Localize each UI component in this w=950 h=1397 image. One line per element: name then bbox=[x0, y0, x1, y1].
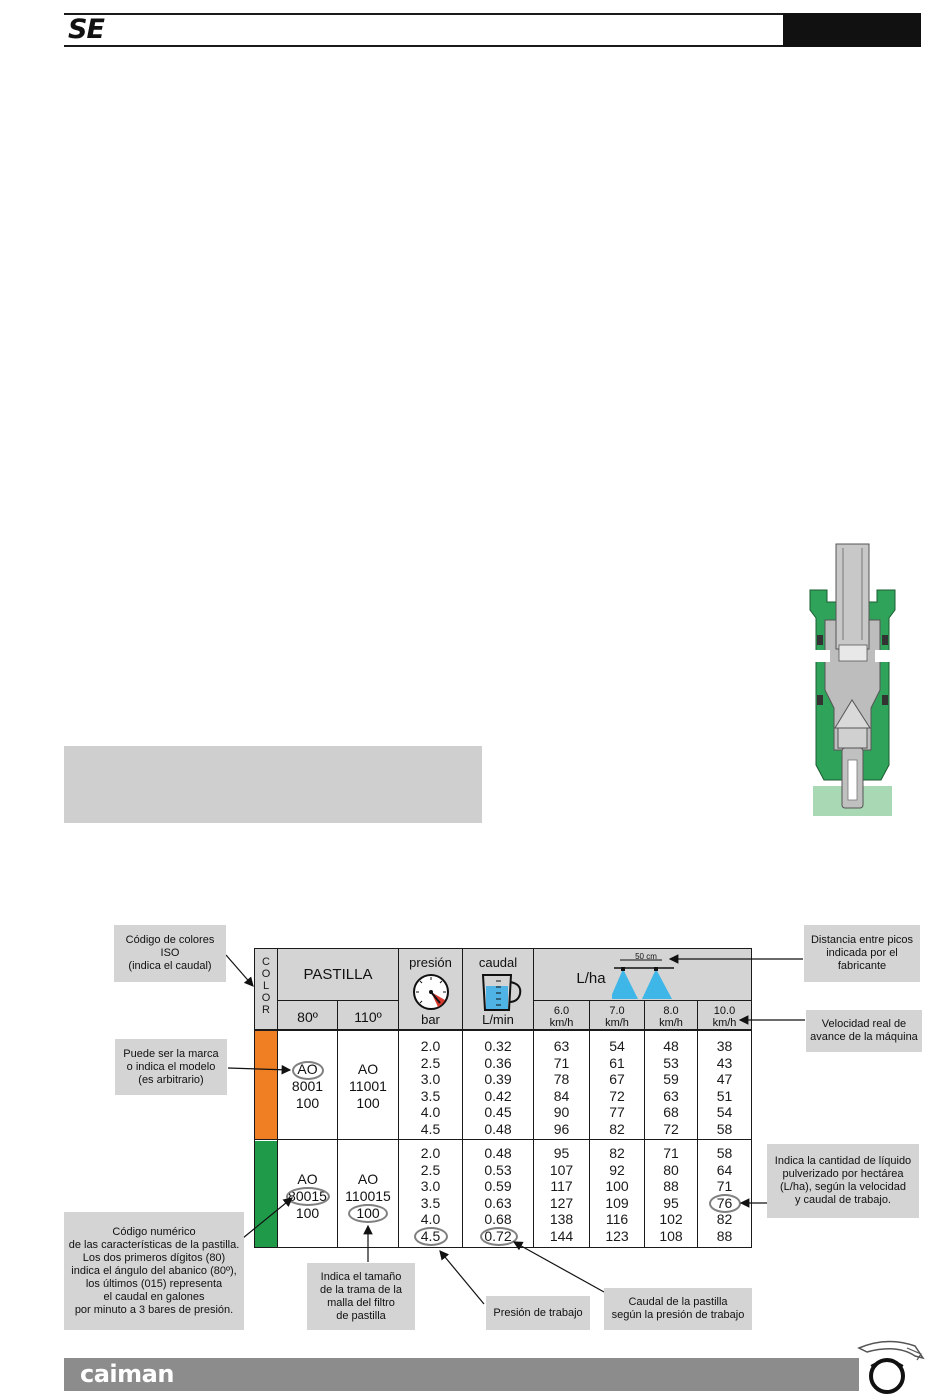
callout-line: Código de colores bbox=[125, 934, 215, 946]
value: 48 bbox=[663, 1038, 679, 1054]
speed-unit: km/h bbox=[712, 1017, 737, 1029]
value: 82 bbox=[716, 1211, 733, 1228]
callout-line: por minuto a 3 bares de presión. bbox=[74, 1303, 234, 1316]
speed-7-value: 7.0 bbox=[609, 1005, 625, 1017]
brand-110: AO bbox=[357, 1171, 379, 1187]
caiman-brand: caiman bbox=[80, 1360, 174, 1388]
callout-line: de la trama de la bbox=[320, 1283, 402, 1296]
value: 0.48 bbox=[484, 1145, 512, 1161]
value: 88 bbox=[716, 1227, 733, 1244]
brand-80: AO bbox=[297, 1061, 318, 1077]
callout-line: Caudal de la pastilla bbox=[628, 1296, 728, 1308]
value: 4.0 bbox=[420, 1211, 441, 1228]
callout-color-code bbox=[114, 925, 226, 982]
value: 43 bbox=[716, 1054, 733, 1071]
callout-line: indica el ángulo del abanico (80º), bbox=[71, 1264, 237, 1277]
callout-line: (L/ha), según la velocidad bbox=[780, 1181, 906, 1193]
callout-line: Puede ser la marca bbox=[123, 1047, 219, 1060]
code-110: 11001 bbox=[349, 1078, 387, 1094]
value: 3.5 bbox=[420, 1087, 441, 1104]
value: 51 bbox=[716, 1087, 733, 1104]
callout-line: de las características de la pastilla. bbox=[68, 1238, 240, 1251]
callout-flow bbox=[604, 1288, 752, 1330]
callout-line: indicada por el bbox=[826, 947, 898, 959]
callout-line: (indica el caudal) bbox=[128, 960, 212, 972]
callout-line: el caudal en galones bbox=[103, 1290, 205, 1303]
speed-unit: km/h bbox=[549, 1017, 574, 1029]
value: 138 bbox=[549, 1211, 574, 1228]
callout-line: malla del filtro bbox=[327, 1296, 395, 1309]
value: 2.5 bbox=[420, 1161, 441, 1178]
value: 82 bbox=[609, 1120, 625, 1137]
callout-line: según la presión de trabajo bbox=[611, 1309, 745, 1321]
brand-110: AO bbox=[357, 1061, 379, 1077]
value: 2.0 bbox=[420, 1145, 441, 1161]
value: 116 bbox=[605, 1211, 629, 1228]
callout-brand bbox=[115, 1039, 227, 1095]
value: 47 bbox=[716, 1071, 733, 1088]
callout-line: pulverizado por hectárea bbox=[782, 1168, 904, 1180]
mesh-80: 100 bbox=[295, 1205, 320, 1221]
callout-speed bbox=[806, 1010, 922, 1052]
value: 64 bbox=[716, 1161, 733, 1178]
value: 117 bbox=[550, 1178, 573, 1195]
speed-8-value: 8.0 bbox=[663, 1005, 679, 1017]
callout-line: Presión de trabajo bbox=[493, 1306, 583, 1319]
value: 107 bbox=[549, 1161, 574, 1178]
caiman-emblem-icon bbox=[857, 1336, 927, 1394]
speed-unit: km/h bbox=[659, 1017, 683, 1029]
callout-mesh bbox=[307, 1263, 415, 1330]
value: 63 bbox=[663, 1087, 679, 1104]
value: 61 bbox=[609, 1054, 625, 1071]
value: 38 bbox=[716, 1038, 733, 1054]
value: 108 bbox=[659, 1227, 683, 1244]
callout-line: Código numérico bbox=[112, 1225, 196, 1238]
value: 4.5 bbox=[420, 1120, 441, 1137]
callout-line: avance de la máquina bbox=[810, 1031, 918, 1043]
value: 67 bbox=[609, 1071, 625, 1088]
speed-6-value: 6.0 bbox=[553, 1005, 570, 1017]
value: 78 bbox=[553, 1071, 570, 1088]
value: 95 bbox=[553, 1145, 570, 1161]
value: 90 bbox=[553, 1104, 570, 1121]
value: 77 bbox=[609, 1104, 625, 1121]
color-letter: L bbox=[262, 980, 270, 992]
footer-bar bbox=[64, 1358, 859, 1391]
callout-line: Los dos primeros dígitos (80) bbox=[82, 1251, 226, 1264]
value: 54 bbox=[609, 1038, 625, 1054]
callout-quantity bbox=[767, 1144, 919, 1218]
value: 0.59 bbox=[484, 1178, 512, 1195]
value: 3.0 bbox=[420, 1071, 441, 1088]
mesh-110: 100 bbox=[356, 1205, 380, 1221]
value: 3.5 bbox=[420, 1194, 441, 1211]
brand-80: AO bbox=[297, 1171, 318, 1187]
angle-80-header: 80º bbox=[297, 1009, 318, 1025]
code-110: 110015 bbox=[345, 1188, 391, 1204]
callout-line: fabricante bbox=[837, 960, 887, 972]
value: 71 bbox=[553, 1054, 570, 1071]
value: 58 bbox=[716, 1145, 733, 1161]
value: 102 bbox=[659, 1211, 683, 1228]
value: 4.5 bbox=[420, 1227, 441, 1244]
presion-header: presión bbox=[409, 955, 452, 970]
value: 72 bbox=[663, 1120, 679, 1137]
value: 100 bbox=[605, 1178, 629, 1195]
color-letter: R bbox=[262, 1004, 270, 1016]
value: 109 bbox=[605, 1194, 629, 1211]
value: 0.63 bbox=[484, 1194, 512, 1211]
value: 58 bbox=[716, 1120, 733, 1137]
pastilla-header: PASTILLA bbox=[303, 966, 373, 983]
callout-line: de pastilla bbox=[336, 1309, 386, 1322]
callout-distance bbox=[804, 925, 920, 982]
color-letter: O bbox=[261, 992, 271, 1004]
angle-110-header: 110º bbox=[354, 1009, 382, 1025]
callout-line: ISO bbox=[160, 947, 180, 959]
value: 95 bbox=[663, 1194, 679, 1211]
value: 144 bbox=[549, 1227, 574, 1244]
value: 53 bbox=[663, 1054, 679, 1071]
code-80: 80015 bbox=[288, 1188, 327, 1204]
unit-bar: bar bbox=[421, 1012, 440, 1027]
callout-line: los últimos (015) representa bbox=[85, 1277, 223, 1290]
speed-10-value: 10.0 bbox=[713, 1005, 736, 1017]
callout-line: Indica el tamaño bbox=[320, 1270, 402, 1283]
value: 68 bbox=[663, 1104, 679, 1121]
value: 80 bbox=[663, 1161, 679, 1178]
callout-line: (es arbitrario) bbox=[138, 1073, 204, 1086]
callout-pressure bbox=[486, 1296, 590, 1330]
color-letter: C bbox=[262, 956, 270, 968]
value: 127 bbox=[549, 1194, 574, 1211]
value: 92 bbox=[609, 1161, 625, 1178]
callout-line: Indica la cantidad de líquido bbox=[774, 1155, 912, 1167]
callout-line: Velocidad real de bbox=[821, 1018, 907, 1030]
unit-lmin: L/min bbox=[482, 1012, 514, 1027]
value: 0.42 bbox=[484, 1087, 512, 1104]
value: 59 bbox=[663, 1071, 679, 1088]
mesh-110: 100 bbox=[356, 1095, 380, 1111]
value: 63 bbox=[553, 1038, 570, 1054]
spacing-label: 50 cm bbox=[635, 952, 657, 961]
value: 71 bbox=[663, 1145, 679, 1161]
value: 0.45 bbox=[484, 1104, 512, 1121]
value: 88 bbox=[663, 1178, 679, 1195]
value: 82 bbox=[609, 1145, 625, 1161]
callout-line: Distancia entre picos bbox=[810, 934, 914, 946]
code-80: 8001 bbox=[291, 1078, 324, 1094]
se-logo: SE bbox=[68, 14, 104, 45]
value: 0.32 bbox=[484, 1038, 512, 1054]
callout-line: o indica el modelo bbox=[126, 1060, 216, 1073]
value: 72 bbox=[609, 1087, 625, 1104]
value: 0.53 bbox=[484, 1161, 512, 1178]
value: 0.68 bbox=[484, 1211, 512, 1228]
value: 2.5 bbox=[420, 1054, 441, 1071]
value: 0.72 bbox=[484, 1227, 512, 1244]
callout-numeric-code bbox=[64, 1212, 244, 1330]
mesh-80: 100 bbox=[295, 1095, 320, 1111]
value: 84 bbox=[553, 1087, 570, 1104]
value: 54 bbox=[716, 1104, 733, 1121]
value: 76 bbox=[716, 1194, 733, 1211]
value: 0.48 bbox=[484, 1120, 512, 1137]
value: 3.0 bbox=[420, 1178, 441, 1195]
value: 4.0 bbox=[420, 1104, 441, 1121]
lha-header: L/ha bbox=[576, 970, 606, 987]
color-letter: O bbox=[261, 968, 271, 980]
value: 0.39 bbox=[484, 1071, 512, 1088]
caudal-header: caudal bbox=[478, 955, 518, 970]
speed-unit: km/h bbox=[605, 1017, 629, 1029]
value: 0.36 bbox=[484, 1054, 512, 1071]
value: 96 bbox=[553, 1120, 570, 1137]
value: 2.0 bbox=[420, 1038, 441, 1054]
value: 123 bbox=[605, 1227, 629, 1244]
callout-line: y caudal de trabajo. bbox=[794, 1194, 891, 1206]
value: 71 bbox=[716, 1178, 733, 1195]
